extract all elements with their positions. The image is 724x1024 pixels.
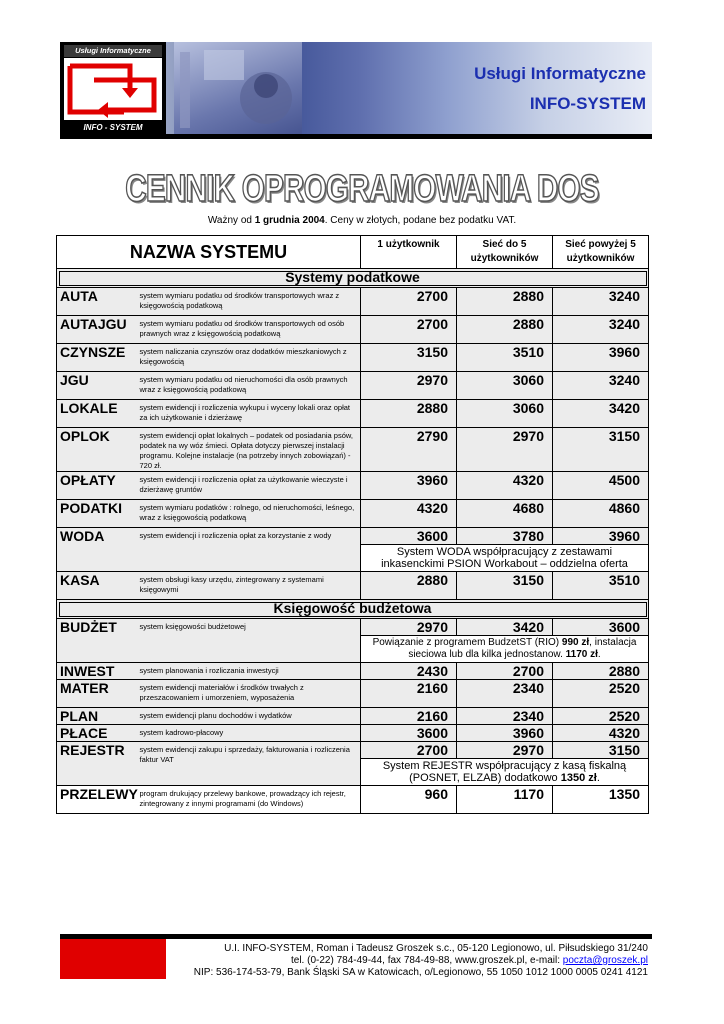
system-code: PLAN <box>57 708 137 725</box>
system-description: system ewidencji i rozliczenia opłat za użytkowanie wieczyste i dzierżawę gruntów <box>137 472 361 500</box>
price-over-5: 3600 <box>553 619 649 636</box>
price-up-to-5: 2970 <box>457 742 553 759</box>
validity-date: 1 grudnia 2004 <box>254 215 325 226</box>
page-footer <box>60 934 652 978</box>
price-over-5: 3240 <box>553 316 649 344</box>
price-up-to-5: 3510 <box>457 344 553 372</box>
system-description: system księgowości budżetowej <box>137 619 361 663</box>
rejestr-note <box>361 759 649 786</box>
system-code: LOKALE <box>57 400 137 428</box>
price-over-5: 4320 <box>553 725 649 742</box>
price-1-user: 2700 <box>361 288 457 316</box>
system-description: program drukujący przelewy bankowe, prowadzący ich rejestr, zintegrowany z innymi programami (do Windows) <box>137 786 361 814</box>
header-col-over-5: Sieć powyżej 5 użytkowników <box>553 236 649 269</box>
price-up-to-5: 1170 <box>457 786 553 814</box>
logo-top-text: Usługi Informatyczne <box>64 45 162 57</box>
system-code: MATER <box>57 680 137 708</box>
table-row <box>57 619 649 636</box>
price-up-to-5: 3060 <box>457 372 553 400</box>
footer-email-link[interactable]: poczta@groszek.pl <box>562 955 648 966</box>
price-over-5: 2520 <box>553 680 649 708</box>
price-1-user: 4320 <box>361 500 457 528</box>
banner-title-line1: Usługi Informatyczne <box>474 64 646 83</box>
table-row <box>57 725 649 742</box>
price-over-5: 3240 <box>553 372 649 400</box>
price-1-user: 3600 <box>361 725 457 742</box>
system-description: system ewidencji planu dochodów i wydatków <box>137 708 361 725</box>
price-over-5: 2880 <box>553 663 649 680</box>
system-code: AUTA <box>57 288 137 316</box>
price-1-user: 2430 <box>361 663 457 680</box>
table-row <box>57 663 649 680</box>
price-over-5: 1350 <box>553 786 649 814</box>
table-row <box>57 472 649 500</box>
page-header <box>60 42 652 142</box>
table-row <box>57 316 649 344</box>
budzet-note <box>361 636 649 663</box>
section-title-tax: Systemy podatkowe <box>57 269 649 288</box>
system-code: PRZELEWY <box>57 786 137 814</box>
price-up-to-5: 2880 <box>457 316 553 344</box>
table-row <box>57 400 649 428</box>
price-1-user: 2160 <box>361 680 457 708</box>
table-row <box>57 786 649 814</box>
section-title-budget: Księgowość budżetowa <box>57 600 649 619</box>
price-over-5: 3960 <box>553 528 649 545</box>
price-1-user: 2970 <box>361 372 457 400</box>
system-description: system wymiaru podatku od nieruchomości dla osób prawnych wraz z księgowością podatkową <box>137 372 361 400</box>
woda-note: System WODA współpracujący z zestawami inkasenckimi PSION Workabout – oddzielna oferta <box>361 545 649 572</box>
system-description: system ewidencji zakupu i sprzedaży, fakturowania i rozliczenia faktur VAT <box>137 742 361 786</box>
system-description: system wymiaru podatku od środków transportowych wraz z księgowością podatkową <box>137 288 361 316</box>
price-over-5: 4500 <box>553 472 649 500</box>
price-1-user: 3150 <box>361 344 457 372</box>
price-1-user: 2880 <box>361 400 457 428</box>
system-code: KASA <box>57 572 137 600</box>
price-table <box>56 235 649 814</box>
system-code: BUDŻET <box>57 619 137 663</box>
price-up-to-5: 3150 <box>457 572 553 600</box>
price-up-to-5: 3420 <box>457 619 553 636</box>
system-description: system ewidencji i rozliczenia opłat za korzystanie z wody <box>137 528 361 572</box>
table-row <box>57 372 649 400</box>
header-divider <box>60 134 652 139</box>
document-title: CENNIK OPROGRAMOWANIA DOS <box>125 168 599 210</box>
system-description: system ewidencji materiałów i środków trwałych z przeszacowaniem i umorzeniem, wyposażenia <box>137 680 361 708</box>
table-row <box>57 680 649 708</box>
section-header <box>57 269 649 288</box>
table-row <box>57 528 649 545</box>
system-code: JGU <box>57 372 137 400</box>
table-row <box>57 288 649 316</box>
system-code: AUTAJGU <box>57 316 137 344</box>
table-row <box>57 428 649 472</box>
price-up-to-5: 3060 <box>457 400 553 428</box>
price-up-to-5: 2340 <box>457 680 553 708</box>
system-description: system planowania i rozliczania inwestycji <box>137 663 361 680</box>
header-system-name: NAZWA SYSTEMU <box>57 236 361 269</box>
header-banner <box>166 42 652 138</box>
note-price: 990 zł <box>561 637 590 648</box>
logo-arrows-icon <box>64 58 162 120</box>
footer-red-block <box>60 939 166 979</box>
header-col-up-to-5: Sieć do 5 użytkowników <box>457 236 553 269</box>
logo-bottom-text: INFO - SYSTEM <box>64 122 162 134</box>
note-text: Powiązanie z programem BudzetST (RIO) <box>372 637 562 648</box>
note-text: System REJESTR współpracujący z kasą fiskalną (POSNET, ELZAB) dodatkowo <box>382 760 627 784</box>
price-1-user: 2700 <box>361 742 457 759</box>
section-header <box>57 600 649 619</box>
price-1-user: 2970 <box>361 619 457 636</box>
price-up-to-5: 2340 <box>457 708 553 725</box>
footer-contact <box>194 943 648 979</box>
price-over-5: 3240 <box>553 288 649 316</box>
banner-title-line2: INFO-SYSTEM <box>529 94 646 113</box>
note-price: 1350 zł <box>560 772 597 784</box>
price-up-to-5: 4320 <box>457 472 553 500</box>
price-up-to-5: 3780 <box>457 528 553 545</box>
banknote-image <box>174 42 302 138</box>
company-logo <box>60 42 166 138</box>
note-text: . <box>596 772 600 784</box>
price-up-to-5: 4680 <box>457 500 553 528</box>
price-1-user: 960 <box>361 786 457 814</box>
price-up-to-5: 3960 <box>457 725 553 742</box>
table-row <box>57 500 649 528</box>
table-row <box>57 708 649 725</box>
price-1-user: 3960 <box>361 472 457 500</box>
table-row <box>57 344 649 372</box>
price-1-user: 2700 <box>361 316 457 344</box>
price-1-user: 2790 <box>361 428 457 472</box>
system-description: system naliczania czynszów oraz dodatków mieszkaniowych z księgowością <box>137 344 361 372</box>
price-over-5: 3150 <box>553 742 649 759</box>
table-row <box>57 742 649 759</box>
price-1-user: 3600 <box>361 528 457 545</box>
system-code: CZYNSZE <box>57 344 137 372</box>
price-over-5: 2520 <box>553 708 649 725</box>
validity-suffix: . Ceny w złotych, podane bez podatku VAT. <box>324 215 517 226</box>
system-code: OPLOK <box>57 428 137 472</box>
system-code: PŁACE <box>57 725 137 742</box>
system-description: system kadrowo-płacowy <box>137 725 361 742</box>
price-1-user: 2160 <box>361 708 457 725</box>
system-description: system wymiaru podatków : rolnego, od nieruchomości, leśnego, wraz z księgowością podatkową <box>137 500 361 528</box>
logo-graphic <box>64 58 162 120</box>
note-text: . <box>597 649 601 660</box>
system-code: INWEST <box>57 663 137 680</box>
price-over-5: 4860 <box>553 500 649 528</box>
price-up-to-5: 2700 <box>457 663 553 680</box>
footer-phone-line <box>194 955 648 967</box>
system-code: WODA <box>57 528 137 572</box>
system-description: system ewidencji opłat lokalnych – podatek od posiadania psów, podatek na wy wóz śmieci. Opłata dotyczy pierwszej instalacji programu. Kolejne instalacje (na potrzeby innych zobowiązań) - 720 zł. <box>137 428 361 472</box>
price-up-to-5: 2880 <box>457 288 553 316</box>
price-up-to-5: 2970 <box>457 428 553 472</box>
note-price: 1170 zł <box>565 649 598 660</box>
price-over-5: 3510 <box>553 572 649 600</box>
price-over-5: 3960 <box>553 344 649 372</box>
system-code: PODATKI <box>57 500 137 528</box>
system-description: system wymiaru podatku od środków transportowych od osób prawnych wraz z księgowością podatkową <box>137 316 361 344</box>
footer-address: U.I. INFO-SYSTEM, Roman i Tadeusz Groszek s.c., 05-120 Legionowo, ul. Piłsudskiego 31/240 <box>224 943 648 954</box>
header-col-1-user: 1 użytkownik <box>361 236 457 269</box>
price-over-5: 3420 <box>553 400 649 428</box>
table-row <box>57 572 649 600</box>
system-code: OPŁATY <box>57 472 137 500</box>
system-code: REJESTR <box>57 742 137 786</box>
footer-phone: tel. (0-22) 784-49-44, fax 784-49-88, www.groszek.pl, e-mail: <box>291 955 563 966</box>
system-description: system ewidencji i rozliczenia wykupu i wyceny lokali oraz opłat za ich użytkowanie i dzierżawę <box>137 400 361 428</box>
system-description: system obsługi kasy urzędu, zintegrowany z systemami księgowymi <box>137 572 361 600</box>
table-header-row <box>57 236 649 269</box>
banknote-portrait-icon <box>174 42 302 138</box>
note-text: , instalacja sieciowa lub dla kilka jednostanow. <box>408 637 637 660</box>
price-1-user: 2880 <box>361 572 457 600</box>
validity-prefix: Ważny od <box>207 215 255 226</box>
price-over-5: 3150 <box>553 428 649 472</box>
footer-bank: NIP: 536-174-53-79, Bank Śląski SA w Katowicach, o/Legionowo, 55 1050 1012 1000 0005 0241 4121 <box>193 967 648 978</box>
validity-note <box>0 215 724 226</box>
